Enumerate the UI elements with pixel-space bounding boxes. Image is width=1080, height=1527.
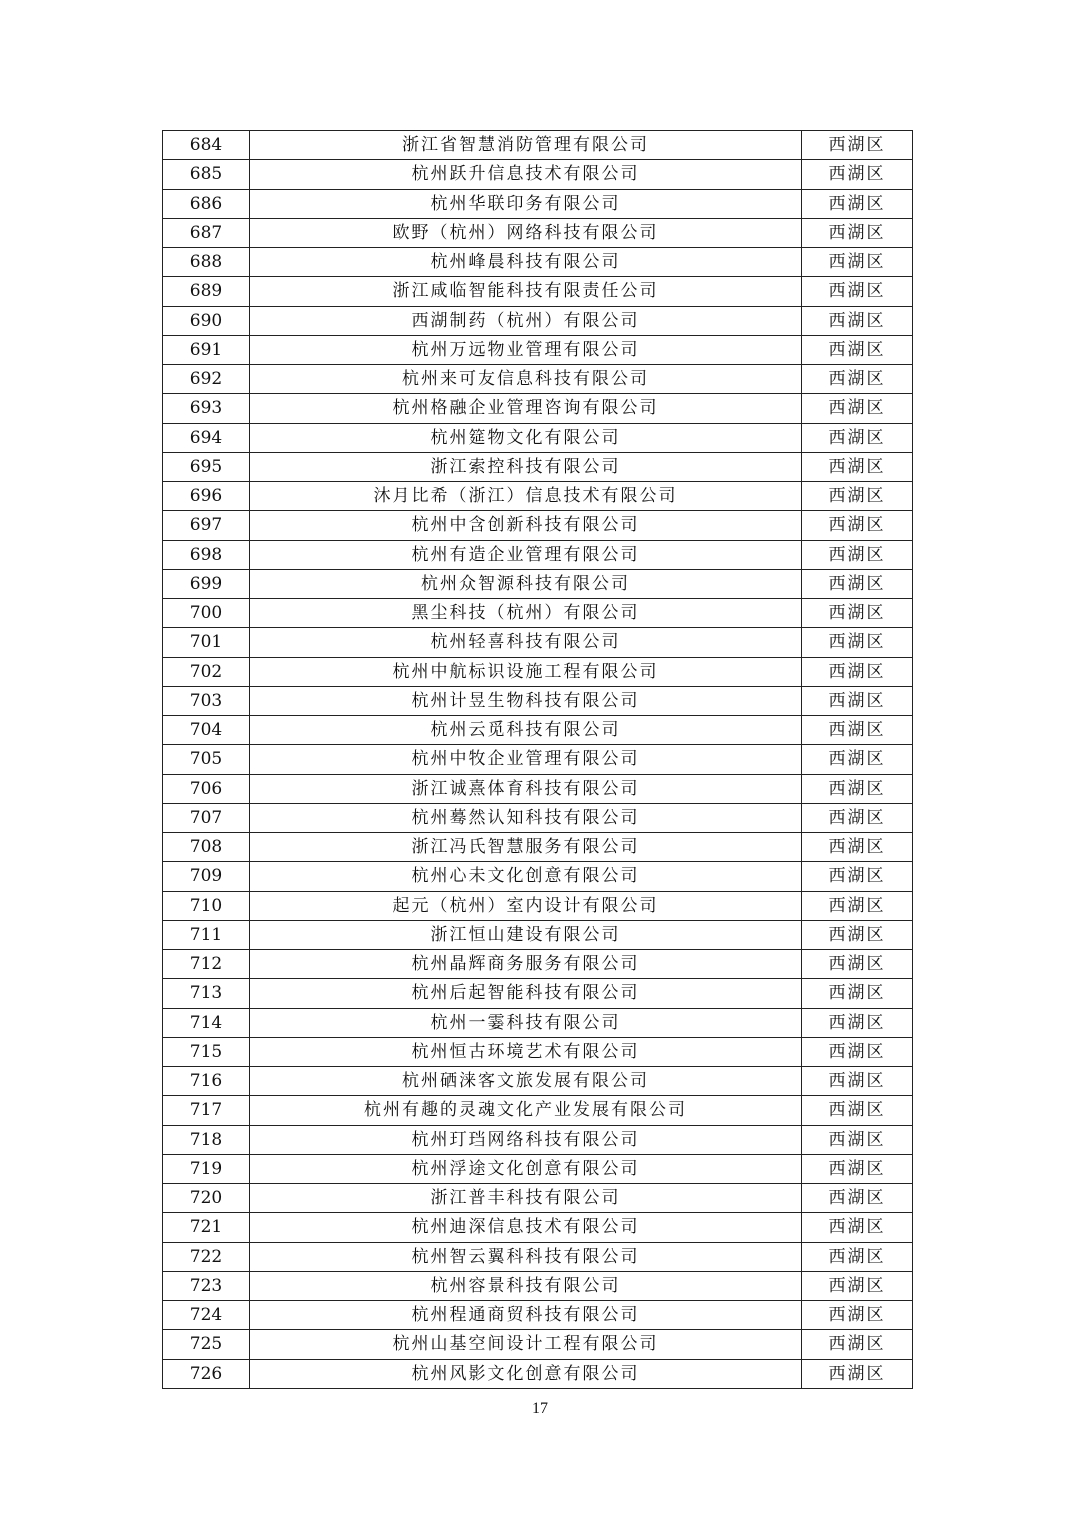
row-number-cell: 688 — [163, 248, 250, 277]
row-number-cell: 699 — [163, 569, 250, 598]
table-row — [163, 1213, 913, 1242]
district-cell: 西湖区 — [802, 452, 913, 481]
district-cell: 西湖区 — [802, 569, 913, 598]
company-name-cell: 杭州中航标识设施工程有限公司 — [250, 657, 802, 686]
district-cell: 西湖区 — [802, 365, 913, 394]
company-name-cell: 杭州众智源科技有限公司 — [250, 569, 802, 598]
district-cell: 西湖区 — [802, 950, 913, 979]
table-row — [163, 335, 913, 364]
page-number: 17 — [532, 1400, 548, 1417]
row-number-cell: 717 — [163, 1096, 250, 1125]
district-cell: 西湖区 — [802, 423, 913, 452]
table-row — [163, 891, 913, 920]
row-number-cell: 703 — [163, 686, 250, 715]
table-row — [163, 131, 913, 160]
company-name-cell: 杭州筵物文化有限公司 — [250, 423, 802, 452]
district-cell: 西湖区 — [802, 1125, 913, 1154]
table-row — [163, 306, 913, 335]
row-number-cell: 704 — [163, 716, 250, 745]
table-row — [163, 950, 913, 979]
district-cell: 西湖区 — [802, 1096, 913, 1125]
district-cell: 西湖区 — [802, 1242, 913, 1271]
company-name-cell: 杭州计昱生物科技有限公司 — [250, 686, 802, 715]
row-number-cell: 690 — [163, 306, 250, 335]
district-cell: 西湖区 — [802, 862, 913, 891]
company-name-cell: 杭州轻喜科技有限公司 — [250, 628, 802, 657]
row-number-cell: 686 — [163, 189, 250, 218]
company-name-cell: 杭州风影文化创意有限公司 — [250, 1359, 802, 1388]
table-row — [163, 1096, 913, 1125]
company-name-cell: 杭州恒古环境艺术有限公司 — [250, 1037, 802, 1066]
table-row — [163, 686, 913, 715]
company-name-cell: 浙江冯氏智慧服务有限公司 — [250, 833, 802, 862]
company-name-cell: 杭州云觅科技有限公司 — [250, 716, 802, 745]
district-cell: 西湖区 — [802, 599, 913, 628]
district-cell: 西湖区 — [802, 979, 913, 1008]
table-row — [163, 599, 913, 628]
table-row — [163, 365, 913, 394]
table-row — [163, 833, 913, 862]
district-cell: 西湖区 — [802, 657, 913, 686]
table-row — [163, 452, 913, 481]
company-name-cell: 浙江省智慧消防管理有限公司 — [250, 131, 802, 160]
company-name-cell: 杭州华联印务有限公司 — [250, 189, 802, 218]
row-number-cell: 693 — [163, 394, 250, 423]
company-name-cell: 杭州中牧企业管理有限公司 — [250, 745, 802, 774]
district-cell: 西湖区 — [802, 716, 913, 745]
table-row — [163, 1184, 913, 1213]
row-number-cell: 710 — [163, 891, 250, 920]
district-cell: 西湖区 — [802, 1301, 913, 1330]
row-number-cell: 698 — [163, 540, 250, 569]
district-cell: 西湖区 — [802, 686, 913, 715]
district-cell: 西湖区 — [802, 745, 913, 774]
table-row — [163, 394, 913, 423]
company-name-cell: 杭州迪深信息技术有限公司 — [250, 1213, 802, 1242]
row-number-cell: 702 — [163, 657, 250, 686]
district-cell: 西湖区 — [802, 160, 913, 189]
table-row — [163, 774, 913, 803]
company-name-cell: 沐月比希（浙江）信息技术有限公司 — [250, 482, 802, 511]
district-cell: 西湖区 — [802, 1213, 913, 1242]
district-cell: 西湖区 — [802, 218, 913, 247]
company-name-cell: 杭州跃升信息技术有限公司 — [250, 160, 802, 189]
row-number-cell: 687 — [163, 218, 250, 247]
company-name-cell: 杭州有造企业管理有限公司 — [250, 540, 802, 569]
company-name-cell: 杭州一霎科技有限公司 — [250, 1008, 802, 1037]
table-row — [163, 423, 913, 452]
company-name-cell: 杭州山基空间设计工程有限公司 — [250, 1330, 802, 1359]
row-number-cell: 685 — [163, 160, 250, 189]
company-name-cell: 起元（杭州）室内设计有限公司 — [250, 891, 802, 920]
company-name-cell: 杭州程通商贸科技有限公司 — [250, 1301, 802, 1330]
district-cell: 西湖区 — [802, 277, 913, 306]
table-row — [163, 920, 913, 949]
company-name-cell: 杭州智云翼科科技有限公司 — [250, 1242, 802, 1271]
row-number-cell: 692 — [163, 365, 250, 394]
district-cell: 西湖区 — [802, 1184, 913, 1213]
row-number-cell: 715 — [163, 1037, 250, 1066]
company-name-cell: 杭州玎珰网络科技有限公司 — [250, 1125, 802, 1154]
table-row — [163, 160, 913, 189]
row-number-cell: 695 — [163, 452, 250, 481]
table-row — [163, 482, 913, 511]
company-name-cell: 浙江普丰科技有限公司 — [250, 1184, 802, 1213]
table-row — [163, 1359, 913, 1388]
row-number-cell: 701 — [163, 628, 250, 657]
district-cell: 西湖区 — [802, 1008, 913, 1037]
table-row — [163, 716, 913, 745]
company-name-cell: 浙江咸临智能科技有限责任公司 — [250, 277, 802, 306]
district-cell: 西湖区 — [802, 774, 913, 803]
district-cell: 西湖区 — [802, 1067, 913, 1096]
district-cell: 西湖区 — [802, 540, 913, 569]
district-cell: 西湖区 — [802, 306, 913, 335]
row-number-cell: 721 — [163, 1213, 250, 1242]
district-cell: 西湖区 — [802, 394, 913, 423]
row-number-cell: 718 — [163, 1125, 250, 1154]
district-cell: 西湖区 — [802, 1037, 913, 1066]
row-number-cell: 700 — [163, 599, 250, 628]
row-number-cell: 726 — [163, 1359, 250, 1388]
company-name-cell: 杭州格融企业管理咨询有限公司 — [250, 394, 802, 423]
company-name-cell: 浙江索控科技有限公司 — [250, 452, 802, 481]
table-row — [163, 248, 913, 277]
row-number-cell: 694 — [163, 423, 250, 452]
company-list-table — [162, 130, 913, 1389]
row-number-cell: 689 — [163, 277, 250, 306]
table-row — [163, 657, 913, 686]
district-cell: 西湖区 — [802, 833, 913, 862]
row-number-cell: 722 — [163, 1242, 250, 1271]
table-row — [163, 1125, 913, 1154]
row-number-cell: 684 — [163, 131, 250, 160]
row-number-cell: 723 — [163, 1271, 250, 1300]
district-cell: 西湖区 — [802, 920, 913, 949]
row-number-cell: 706 — [163, 774, 250, 803]
table-row — [163, 1008, 913, 1037]
company-name-cell: 杭州峰晨科技有限公司 — [250, 248, 802, 277]
row-number-cell: 707 — [163, 803, 250, 832]
company-name-cell: 杭州中含创新科技有限公司 — [250, 511, 802, 540]
district-cell: 西湖区 — [802, 248, 913, 277]
table-row — [163, 511, 913, 540]
row-number-cell: 712 — [163, 950, 250, 979]
district-cell: 西湖区 — [802, 1271, 913, 1300]
row-number-cell: 725 — [163, 1330, 250, 1359]
company-name-cell: 杭州硒涞客文旅发展有限公司 — [250, 1067, 802, 1096]
table-row — [163, 1037, 913, 1066]
company-name-cell: 欧野（杭州）网络科技有限公司 — [250, 218, 802, 247]
company-name-cell: 杭州浮途文化创意有限公司 — [250, 1154, 802, 1183]
company-name-cell: 杭州心未文化创意有限公司 — [250, 862, 802, 891]
row-number-cell: 708 — [163, 833, 250, 862]
company-name-cell: 杭州有趣的灵魂文化产业发展有限公司 — [250, 1096, 802, 1125]
district-cell: 西湖区 — [802, 1154, 913, 1183]
district-cell: 西湖区 — [802, 1359, 913, 1388]
company-name-cell: 西湖制药（杭州）有限公司 — [250, 306, 802, 335]
district-cell: 西湖区 — [802, 131, 913, 160]
company-name-cell: 杭州蓦然认知科技有限公司 — [250, 803, 802, 832]
table-row — [163, 540, 913, 569]
table-row — [163, 569, 913, 598]
company-name-cell: 浙江恒山建设有限公司 — [250, 920, 802, 949]
company-name-cell: 杭州来可友信息科技有限公司 — [250, 365, 802, 394]
table-row — [163, 1154, 913, 1183]
company-name-cell: 杭州后起智能科技有限公司 — [250, 979, 802, 1008]
table-row — [163, 803, 913, 832]
company-name-cell: 杭州晶辉商务服务有限公司 — [250, 950, 802, 979]
row-number-cell: 709 — [163, 862, 250, 891]
company-name-cell: 杭州容景科技有限公司 — [250, 1271, 802, 1300]
table-row — [163, 628, 913, 657]
row-number-cell: 716 — [163, 1067, 250, 1096]
row-number-cell: 691 — [163, 335, 250, 364]
company-name-cell: 浙江诚熹体育科技有限公司 — [250, 774, 802, 803]
row-number-cell: 711 — [163, 920, 250, 949]
row-number-cell: 724 — [163, 1301, 250, 1330]
company-name-cell: 黑尘科技（杭州）有限公司 — [250, 599, 802, 628]
district-cell: 西湖区 — [802, 335, 913, 364]
table-row — [163, 1330, 913, 1359]
table-row — [163, 1067, 913, 1096]
table-row — [163, 218, 913, 247]
company-name-cell: 杭州万远物业管理有限公司 — [250, 335, 802, 364]
row-number-cell: 714 — [163, 1008, 250, 1037]
row-number-cell: 697 — [163, 511, 250, 540]
table-row — [163, 862, 913, 891]
district-cell: 西湖区 — [802, 628, 913, 657]
district-cell: 西湖区 — [802, 891, 913, 920]
table-row — [163, 189, 913, 218]
row-number-cell: 720 — [163, 1184, 250, 1213]
row-number-cell: 719 — [163, 1154, 250, 1183]
table-row — [163, 1301, 913, 1330]
district-cell: 西湖区 — [802, 189, 913, 218]
district-cell: 西湖区 — [802, 511, 913, 540]
district-cell: 西湖区 — [802, 803, 913, 832]
row-number-cell: 713 — [163, 979, 250, 1008]
table-body — [163, 131, 913, 1389]
row-number-cell: 696 — [163, 482, 250, 511]
table-row — [163, 277, 913, 306]
table-row — [163, 1242, 913, 1271]
table-row — [163, 1271, 913, 1300]
table-row — [163, 745, 913, 774]
district-cell: 西湖区 — [802, 1330, 913, 1359]
district-cell: 西湖区 — [802, 482, 913, 511]
table-row — [163, 979, 913, 1008]
row-number-cell: 705 — [163, 745, 250, 774]
